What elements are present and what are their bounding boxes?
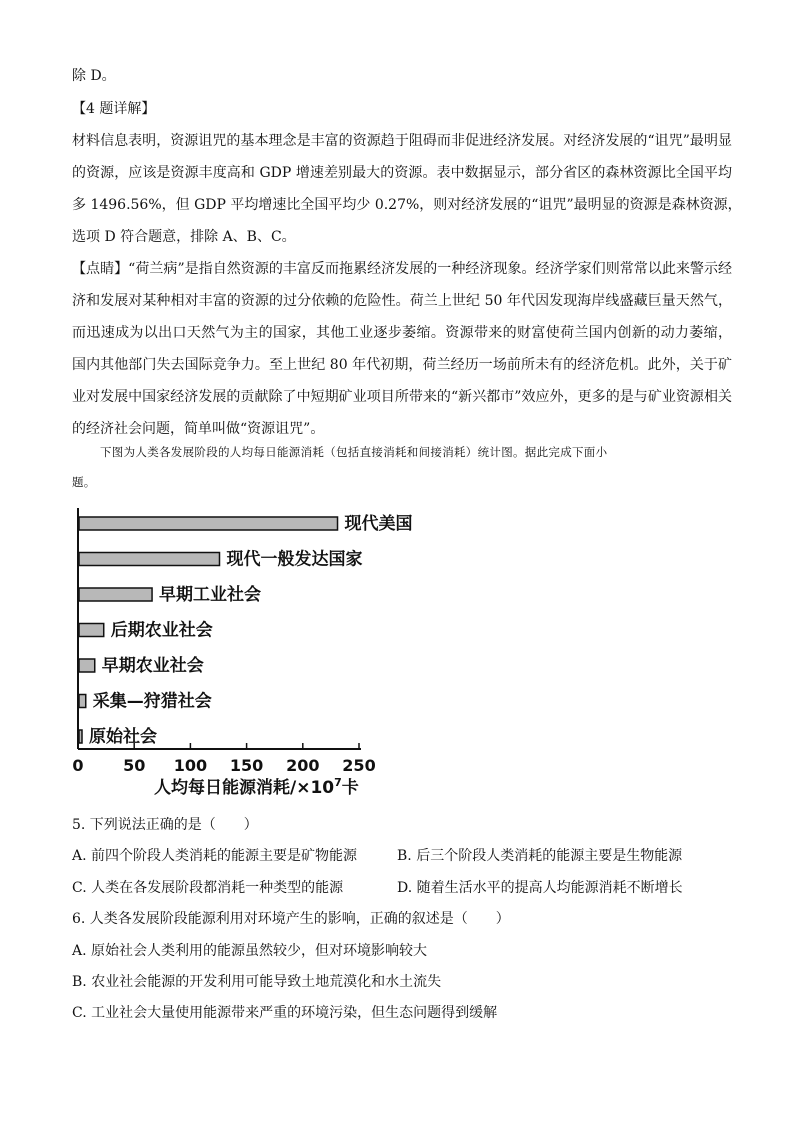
- bar-category-label: 早期工业社会: [159, 585, 262, 605]
- q4-explanation-line: 选项 D 符合题意，排除 A、B、C。: [72, 229, 296, 245]
- bar: [79, 517, 338, 530]
- bar-category-label: 早期农业社会: [101, 656, 204, 676]
- q5-option-b: B. 后三个阶段人类消耗的能源主要是生物能源: [397, 848, 683, 864]
- x-axis-title: 人均每日能源消耗$/\times 10^7$卡: [154, 776, 359, 798]
- bar: [79, 588, 152, 601]
- bar: [79, 659, 95, 672]
- q4-explanation-line: 的资源，应该是资源丰度高和 GDP 增速差别最大的资源。表中数据显示，部分省区的森林资源比全国平均: [72, 165, 732, 181]
- q6-option-a: A. 原始社会人类利用的能源虽然较少，但对环境影响较大: [72, 943, 428, 959]
- q4-heading: 【4 题详解】: [72, 101, 156, 117]
- note-line: 而迅速成为以出口天然气为主的国家，其他工业逐步萎缩。资源带来的财富使荷兰国内创新的动力萎缩，: [72, 325, 732, 341]
- q4-explanation-line: 材料信息表明，资源诅咒的基本理念是丰富的资源趋于阻碍而非促进经济发展。对经济发展的“诅咒”最明显: [72, 133, 732, 149]
- x-tick-label: 100: [173, 756, 208, 775]
- bar-category-label: 后期农业社会: [110, 620, 213, 641]
- note-line: 业对发展中国家经济发展的贡献除了中短期矿业项目所带来的“新兴都市”效应外，更多的是与矿业资源相关: [72, 389, 732, 405]
- note-line: 济和发展对某种相对丰富的资源的过分依赖的危险性。荷兰上世纪 50 年代因发现海岸线盛藏巨量天然气，: [72, 293, 732, 309]
- q5-option-d: D. 随着生活水平的提高人均能源消耗不断增长: [397, 880, 683, 896]
- note-line: 国内其他部门失去国际竞争力。至上世纪 80 年代初期，荷兰经历一场前所未有的经济危机。此外，关于矿: [72, 357, 732, 373]
- q5-option-a: A. 前四个阶段人类消耗的能源主要是矿物能源: [72, 848, 358, 864]
- answer-tail: 除 D。: [72, 68, 116, 84]
- q6-stem: 6. 人类各发展阶段能源利用对环境产生的影响，正确的叙述是（ ）: [72, 911, 510, 927]
- bar: [79, 624, 104, 637]
- note-line: 【点睛】“荷兰病”是指自然资源的丰富反而拖累经济发展的一种经济现象。经济学家们则常常以此来警示经: [72, 261, 732, 277]
- q5-stem: 5. 下列说法正确的是（ ）: [72, 817, 258, 833]
- figure-intro: 下图为人类各发展阶段的人均每日能源消耗（包括直接消耗和间接消耗）统计图。据此完成下面小: [100, 445, 608, 459]
- bar: [79, 730, 82, 743]
- q6-option-b: B. 农业社会能源的开发利用可能导致土地荒漠化和水土流失: [72, 974, 442, 990]
- figure-intro-cont: 题。: [72, 475, 96, 489]
- bar-category-label: 原始社会: [89, 727, 157, 747]
- bar-category-label: 现代一般发达国家: [226, 549, 363, 570]
- q5-option-c: C. 人类在各发展阶段都消耗一种类型的能源: [72, 880, 344, 896]
- bar: [79, 695, 86, 708]
- q6-option-c: C. 工业社会大量使用能源带来严重的环境污染，但生态问题得到缓解: [72, 1005, 498, 1021]
- x-tick-label: 0: [72, 756, 84, 775]
- bar-category-label: 现代美国: [344, 514, 413, 534]
- x-tick-label: 50: [123, 756, 146, 775]
- x-tick-label: 150: [229, 756, 264, 775]
- bar: [79, 553, 220, 566]
- note-line: 的经济社会问题，简单叫做“资源诅咒”。: [72, 421, 325, 437]
- q4-explanation-line: 多 1496.56%，但 GDP 平均增速比全国平均少 0.27%，则对经济发展的“诅咒”最明显的资源是森林资源，: [72, 197, 742, 213]
- bar-category-label: 采集—狩猎社会: [92, 691, 212, 712]
- x-tick-label: 200: [286, 756, 320, 775]
- x-tick-label: 250: [342, 756, 376, 775]
